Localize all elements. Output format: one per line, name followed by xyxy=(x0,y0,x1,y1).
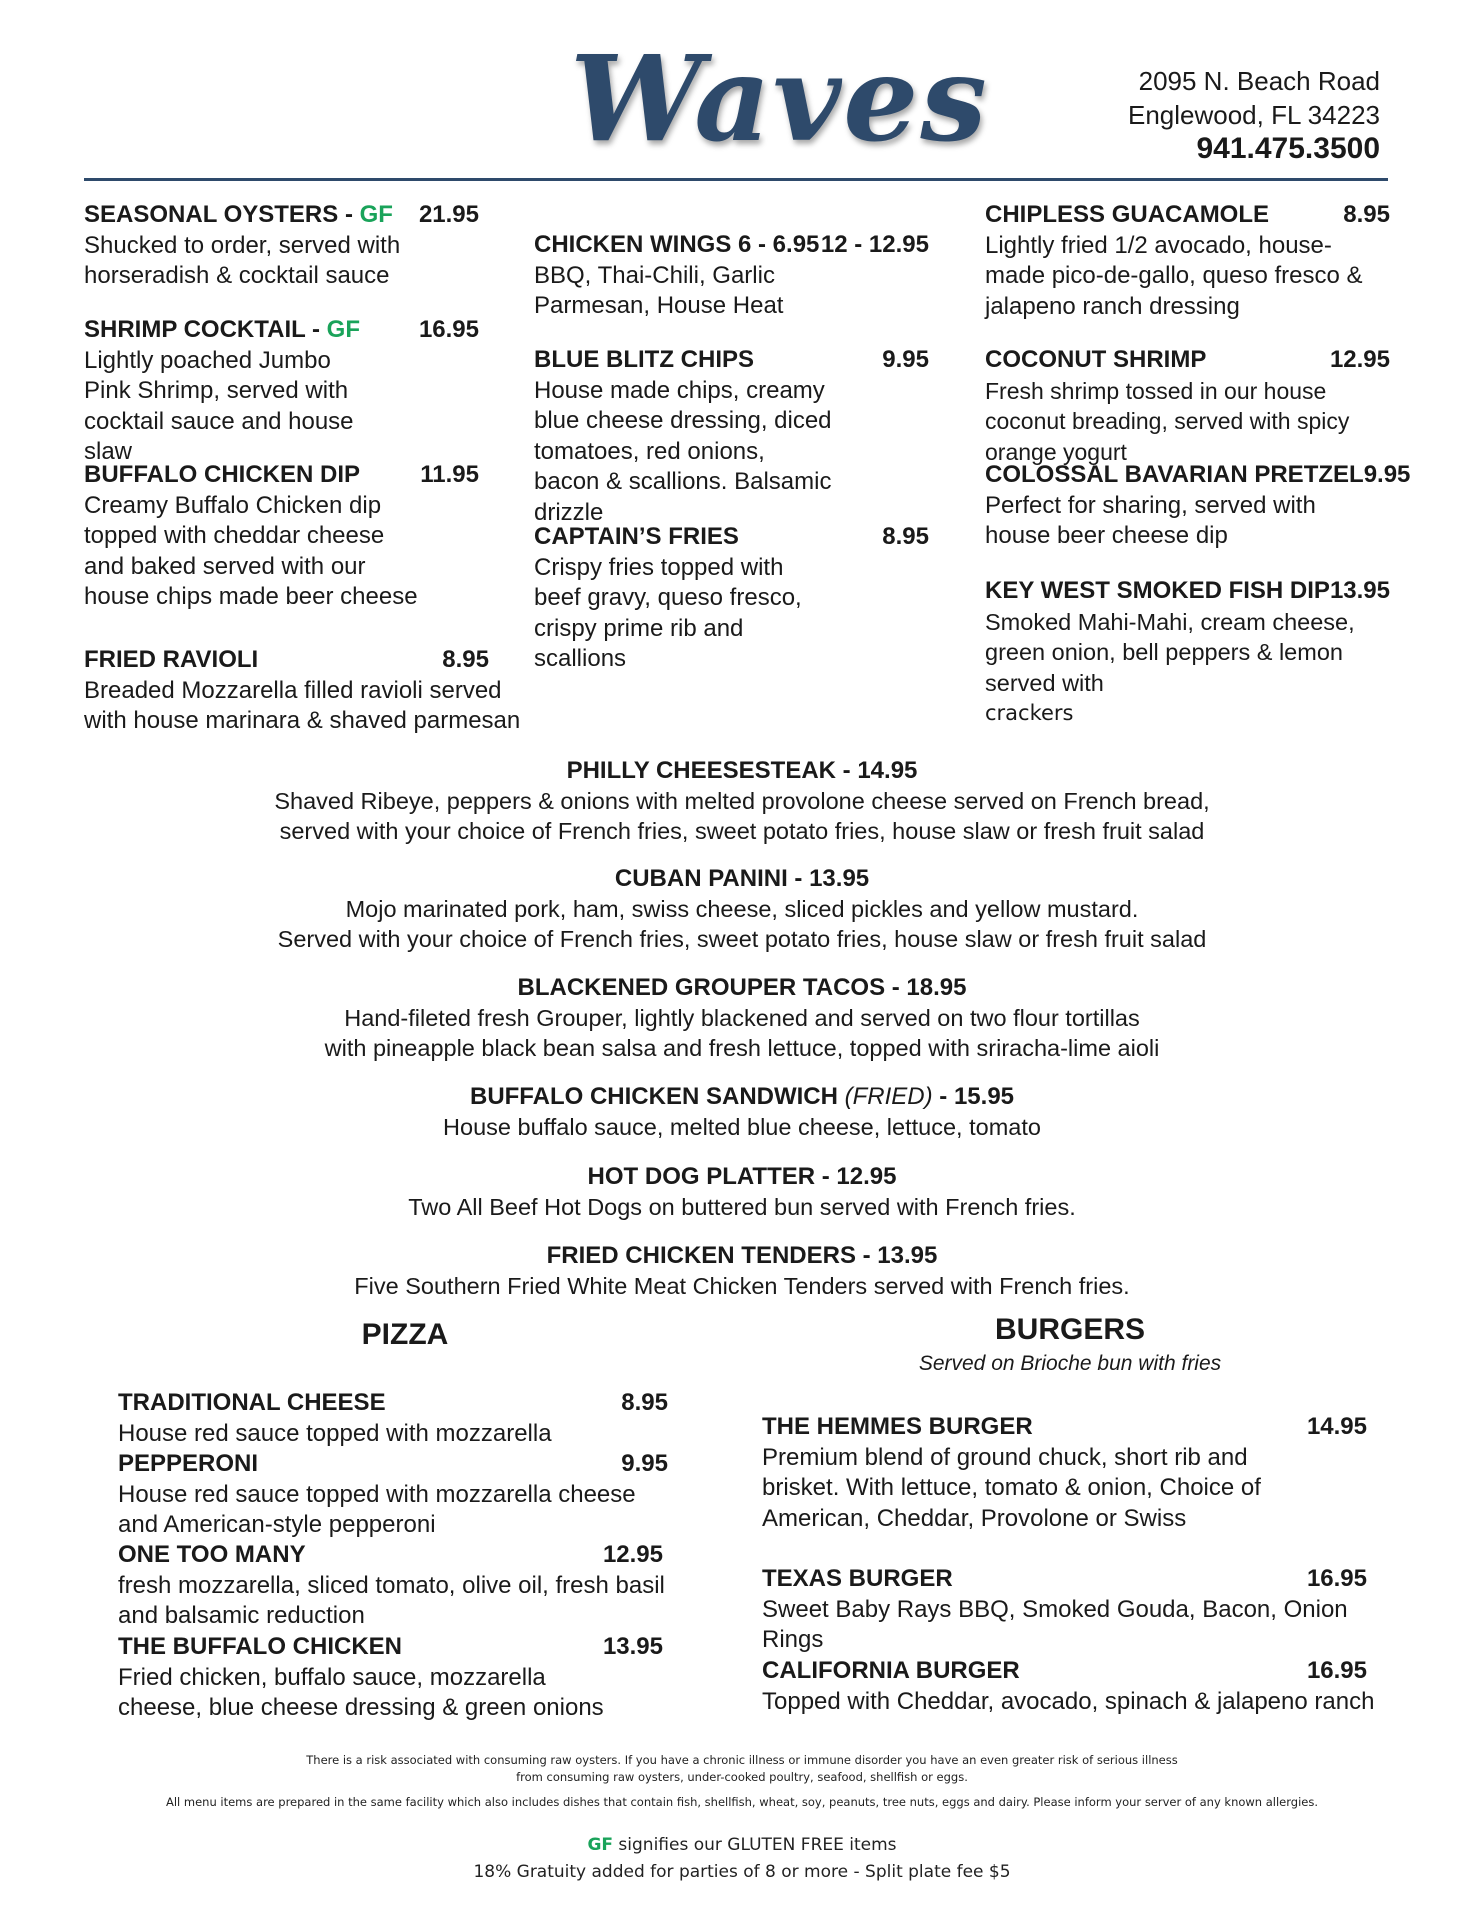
item-name: CUBAN PANINI - 13.95 xyxy=(614,865,870,892)
menu-item-captains-fries xyxy=(534,522,929,675)
item-description: Premium blend of ground chuck, short rib and brisket. With lettuce, tomato & onion, Choice of American, Cheddar, Provolone or Swiss xyxy=(762,1443,1261,1532)
item-price: 12.95 xyxy=(1329,346,1390,373)
item-description-line1: Two All Beef Hot Dogs on buttered bun served with French fries. xyxy=(408,1194,1076,1220)
warning-line1: There is a risk associated with consuming raw oysters. If you have a chronic illness or immune disorder you have an even greater risk of serious illness xyxy=(306,1753,1178,1767)
item-description: Smoked Mahi-Mahi, cream cheese, green onion, bell peppers & lemon served with xyxy=(985,608,1355,696)
item-price: 13.95 xyxy=(602,1633,663,1660)
item-name: KEY WEST SMOKED FISH DIP xyxy=(985,577,1330,604)
item-price: 13.95 xyxy=(1329,577,1390,604)
item-description: Fresh shrimp tossed in our house coconut breading, served with spicy orange yogurt xyxy=(985,377,1350,465)
address-block xyxy=(1128,64,1380,166)
item-price: 21.95 xyxy=(418,201,479,228)
item-description: Creamy Buffalo Chicken dip topped with cheddar cheese and baked served with our house chips made beer cheese xyxy=(84,491,418,610)
address-city: Englewood, FL 34223 xyxy=(1127,100,1380,130)
menu-item-fried-chicken-tenders xyxy=(0,1241,1484,1301)
menu-item-key-west-smoked-fish-dip xyxy=(985,576,1390,729)
item-description-line1: Shaved Ribeye, peppers & onions with melted provolone cheese served on French bread, xyxy=(274,788,1210,814)
item-price: 11.95 xyxy=(420,461,479,488)
item-price: 8.95 xyxy=(1343,201,1390,228)
menu-item-hot-dog-platter xyxy=(0,1162,1484,1222)
item-price: 12 - 12.95 xyxy=(820,231,929,258)
item-price: 9.95 xyxy=(882,346,929,373)
item-name: COCONUT SHRIMP xyxy=(985,346,1207,373)
menu-item-seasonal-oysters xyxy=(84,200,479,292)
pizza-item-traditional-cheese xyxy=(118,1388,668,1449)
item-description: Sweet Baby Rays BBQ, Smoked Gouda, Bacon, Onion Rings xyxy=(762,1595,1348,1653)
menu-item-blackened-grouper-tacos xyxy=(0,973,1484,1063)
pizza-item-one-too-many xyxy=(118,1540,663,1632)
item-description: House made chips, creamy blue cheese dressing, diced tomatoes, red onions, bacon & scallions. Balsamic drizzle xyxy=(534,376,832,526)
item-name: SEASONAL OYSTERS - xyxy=(84,201,360,228)
item-name: CAPTAIN’S FRIES xyxy=(534,523,739,550)
footer-notes xyxy=(0,1832,1484,1886)
item-description: Perfect for sharing, served with house beer cheese dip xyxy=(985,491,1316,549)
item-name: PEPPERONI xyxy=(118,1450,259,1477)
item-description-line1: Five Southern Fried White Meat Chicken Tenders served with French fries. xyxy=(354,1273,1130,1299)
menu-item-coconut-shrimp xyxy=(985,345,1390,467)
item-description-line2: served with your choice of French fries, sweet potato fries, house slaw or fresh fruit salad xyxy=(279,818,1205,844)
item-description: Fried chicken, buffalo sauce, mozzarella cheese, blue cheese dressing & green onions xyxy=(118,1663,604,1721)
item-description: House red sauce topped with mozzarella cheese and American-style pepperoni xyxy=(118,1480,636,1538)
item-description: BBQ, Thai-Chili, Garlic Parmesan, House Heat xyxy=(534,261,784,319)
item-description: Shucked to order, served with horseradish & cocktail sauce xyxy=(84,231,401,289)
item-name: BLUE BLITZ CHIPS xyxy=(534,346,754,373)
menu-item-fried-ravioli xyxy=(84,645,521,737)
item-name: THE BUFFALO CHICKEN xyxy=(118,1633,402,1660)
item-description-line2: with pineapple black bean salsa and fresh lettuce, topped with sriracha-lime aioli xyxy=(324,1035,1160,1061)
item-description: Lightly fried 1/2 avocado, house-made pico-de-gallo, queso fresco & jalapeno ranch dressing xyxy=(985,231,1363,320)
item-price: 8.95 xyxy=(621,1389,668,1416)
item-price: 8.95 xyxy=(442,646,489,673)
item-description-line1: Mojo marinated pork, ham, swiss cheese, sliced pickles and yellow mustard. xyxy=(345,896,1139,922)
item-price: - 15.95 xyxy=(932,1083,1015,1110)
item-description: fresh mozzarella, sliced tomato, olive oil, fresh basil and balsamic reduction xyxy=(118,1571,665,1629)
restaurant-logo: Waves xyxy=(570,29,989,168)
item-name: CHIPLESS GUACAMOLE xyxy=(985,201,1270,228)
item-name-note: (FRIED) xyxy=(844,1083,933,1110)
menu-item-buffalo-chicken-sandwich xyxy=(0,1082,1484,1142)
gf-badge: GF xyxy=(326,316,360,343)
gluten-free-note xyxy=(0,1832,1484,1859)
gratuity-note: 18% Gratuity added for parties of 8 or more - Split plate fee $5 xyxy=(473,1862,1011,1882)
item-name: SHRIMP COCKTAIL - xyxy=(84,316,327,343)
item-price: 16.95 xyxy=(1306,1565,1367,1592)
item-price: 14.95 xyxy=(1306,1413,1367,1440)
burger-item-california-burger xyxy=(762,1656,1375,1717)
item-description: Crispy fries topped with beef gravy, queso fresco, crispy prime rib and scallions xyxy=(534,553,802,672)
burgers-section-subtitle: Served on Brioche bun with fries xyxy=(918,1352,1222,1375)
warning-line2: from consuming raw oysters, under-cooked poultry, seafood, shellfish or eggs. xyxy=(516,1770,968,1784)
item-description: Lightly poached Jumbo Pink Shrimp, served with cocktail sauce and house slaw xyxy=(84,346,354,465)
item-name: HOT DOG PLATTER - 12.95 xyxy=(587,1163,897,1190)
item-description: Topped with Cheddar, avocado, spinach & jalapeno ranch xyxy=(762,1687,1375,1715)
item-price: 9.95 xyxy=(1363,461,1411,488)
item-description: Breaded Mozzarella filled ravioli served with house marinara & shaved parmesan xyxy=(84,676,521,734)
menu-item-blue-blitz-chips xyxy=(534,345,929,528)
item-name: TRADITIONAL CHEESE xyxy=(118,1389,386,1416)
pizza-item-pepperoni xyxy=(118,1449,668,1541)
item-price: 8.95 xyxy=(882,523,929,550)
item-name: COLOSSAL BAVARIAN PRETZEL xyxy=(985,461,1364,488)
pizza-section-title: PIZZA xyxy=(361,1318,449,1351)
address-street: 2095 N. Beach Road xyxy=(1138,66,1380,96)
item-description-line1: House buffalo sauce, melted blue cheese, lettuce, tomato xyxy=(443,1114,1041,1140)
phone-number: 941.475.3500 xyxy=(1196,132,1380,165)
menu-item-chicken-wings xyxy=(534,230,929,322)
item-price: 9.95 xyxy=(621,1450,668,1477)
item-name: BUFFALO CHICKEN DIP xyxy=(84,461,360,488)
pizza-item-buffalo-chicken xyxy=(118,1632,663,1724)
item-name: FRIED CHICKEN TENDERS - 13.95 xyxy=(546,1242,938,1269)
item-name: ONE TOO MANY xyxy=(118,1541,306,1568)
item-name: CALIFORNIA BURGER xyxy=(762,1657,1020,1684)
item-name: TEXAS BURGER xyxy=(762,1565,953,1592)
header-rule xyxy=(84,178,1388,181)
burgers-section-title: BURGERS xyxy=(994,1313,1145,1346)
raw-oyster-warning xyxy=(0,1752,1484,1786)
item-name: PHILLY CHEESESTEAK - 14.95 xyxy=(566,757,918,784)
item-name: CHICKEN WINGS 6 - 6.95 xyxy=(534,231,820,258)
item-name: BUFFALO CHICKEN SANDWICH xyxy=(469,1083,845,1110)
item-price: 12.95 xyxy=(602,1541,663,1568)
item-price: 16.95 xyxy=(1306,1657,1367,1684)
gf-badge: GF xyxy=(587,1835,614,1855)
menu-item-colossal-bavarian-pretzel xyxy=(985,460,1411,552)
gf-note-text: signifies our GLUTEN FREE items xyxy=(613,1835,897,1855)
burger-item-hemmes-burger xyxy=(762,1412,1367,1534)
item-name: THE HEMMES BURGER xyxy=(762,1413,1033,1440)
item-description: House red sauce topped with mozzarella xyxy=(118,1419,552,1447)
item-name: FRIED RAVIOLI xyxy=(84,646,259,673)
menu-item-shrimp-cocktail xyxy=(84,315,479,468)
menu-item-chipless-guacamole xyxy=(985,200,1390,322)
allergen-notice: All menu items are prepared in the same facility which also includes dishes that contain fish, shellfish, wheat, soy, peanuts, tree nuts, eggs and dairy. Please inform your server of any known allergies. xyxy=(165,1795,1319,1809)
item-description-line1: Hand-fileted fresh Grouper, lightly blackened and served on two flour tortillas xyxy=(344,1005,1140,1031)
gf-badge: GF xyxy=(359,201,393,228)
menu-item-cuban-panini xyxy=(0,864,1484,954)
menu-item-philly-cheesesteak xyxy=(0,756,1484,846)
item-description-extra: crackers xyxy=(985,701,1074,725)
item-price: 16.95 xyxy=(418,316,479,343)
item-description-line2: Served with your choice of French fries, sweet potato fries, house slaw or fresh fruit salad xyxy=(277,926,1207,952)
burger-item-texas-burger xyxy=(762,1564,1367,1656)
item-name: BLACKENED GROUPER TACOS - 18.95 xyxy=(517,974,967,1001)
menu-item-buffalo-chicken-dip xyxy=(84,460,479,613)
